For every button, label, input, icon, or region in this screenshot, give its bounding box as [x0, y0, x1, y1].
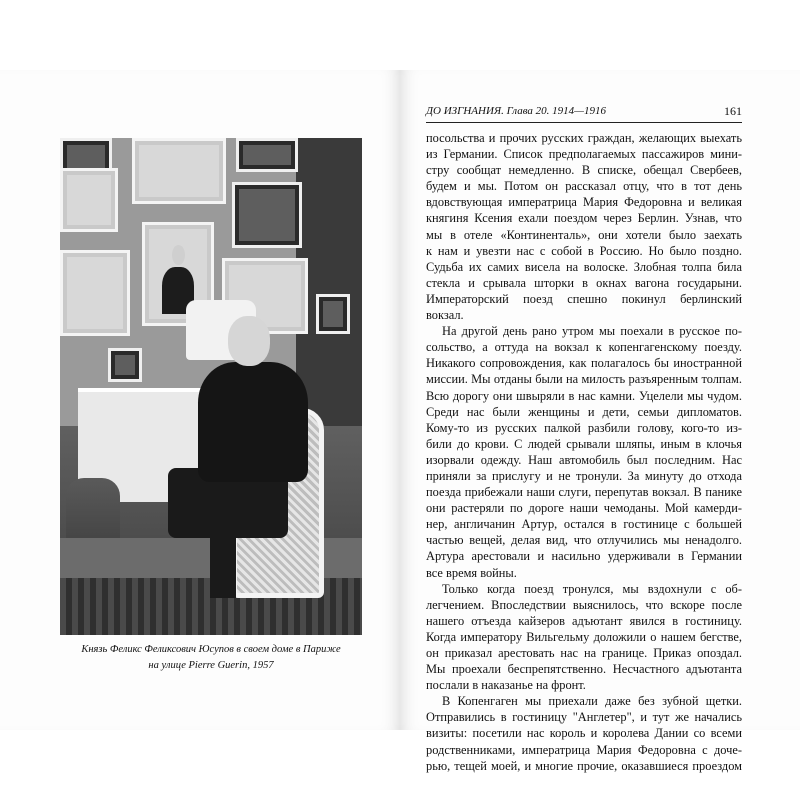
text-line: они растеряли по дороге наши чемоданы. Мой камерди- — [426, 501, 742, 516]
text-line: стру сообщат немедленно. В списке, обещал Свербеев, — [426, 163, 742, 178]
text-line: из Германии. Список предполагаемых пассажиров мини- — [426, 147, 742, 162]
text-line: посольства и прочих русских граждан, желающих выехать — [426, 131, 742, 145]
seated-man-shin — [210, 518, 236, 598]
text-line: нашего отъезда кайзеров адъютант явился в гостиницу. — [426, 613, 742, 628]
painting-frame — [232, 182, 302, 248]
text-line: изорвали одежду. Наш автомобиль был последним. Нас — [426, 452, 742, 467]
photo-caption — [60, 642, 362, 674]
text-line: Отправились в гостиницу "Англетер", и тут же начались — [426, 710, 742, 725]
seated-man-jacket — [198, 362, 308, 482]
text-line: приняли за прислугу и не тронули. За минуту до отхода — [426, 468, 742, 483]
text-line: вдовствующая императрица Мария Федоровна и великая — [426, 195, 742, 210]
text-line: к нам и увезти нас с собой в Россию. Но было поздно. — [426, 243, 742, 258]
text-line: Судьба их самих висела на волоске. Злобная толпа била — [426, 259, 742, 274]
photograph — [60, 138, 362, 635]
portrait-face — [172, 245, 185, 265]
text-line: Среди нас были женщины и дети, семьи дипломатов. — [426, 404, 742, 419]
painting-frame — [236, 138, 298, 172]
text-line: вокзал. — [426, 308, 464, 323]
running-header — [426, 104, 742, 123]
text-line: Когда императору Вильгельму доложили о нашем бегстве, — [426, 629, 742, 644]
painting-frame — [60, 250, 130, 336]
text-line: все время войны. — [426, 565, 517, 580]
text-line: Мы проехали беспрепятственно. Несчастного адъютанта — [426, 662, 742, 677]
page-number: 161 — [724, 104, 742, 118]
text-line: Императорский поезд спешно покинул берлинский — [426, 291, 742, 306]
text-line: родственниками, императрица Мария Федоровна с доче- — [426, 742, 742, 757]
text-line: миссии. Мы отданы были на милость разъяренным толпам. — [426, 372, 742, 387]
body-text — [426, 130, 742, 774]
painting-frame — [60, 168, 118, 232]
caption-line: Князь Феликс Феликсович Юсупов в своем доме в Париже — [81, 644, 341, 655]
seated-man-head — [228, 316, 270, 366]
text-line: Всю дорогу они швыряли в нас камни. Уцелели мы чудом. — [426, 388, 742, 403]
text-line: Никакого сопровождения, как полагалось бы иностранной — [426, 356, 742, 371]
painting-frame — [316, 294, 350, 334]
text-line: будем и мы. Потом он рассказал отцу, что в тот день — [426, 179, 742, 194]
text-line: Только когда поезд тронулся, мы вздохнули с об- — [442, 581, 742, 596]
text-line: В Копенгаген мы приехали даже без зубной щетки. — [442, 694, 742, 709]
text-line: сольство, а оттуда на вокзал к копенгагенскому поезду. — [426, 340, 742, 355]
text-line: послали в наказанье на фронт. — [426, 678, 586, 693]
text-line: На другой день рано утром мы поехали в русское по- — [442, 324, 742, 339]
text-line: княгиня Ксения ехали поездом через Берлин. Узнав, что — [426, 211, 742, 226]
text-line: стекла и срывала шторки в окнах вагона государыни. — [426, 275, 742, 290]
text-line: он приказал арестовать нас на границе. Приказ опоздал. — [426, 646, 742, 660]
text-line: легчением. Впоследствии выяснилось, что вскоре после — [426, 597, 742, 612]
text-line: визиты: посетили нас король и королева Дании со всеми — [426, 726, 742, 741]
text-line: Кому-то из русских палкой разбили голову, кого-то из- — [426, 420, 742, 435]
text-line: рью, тещей моей, и многие прочие, оказавшиеся проездом — [426, 758, 742, 773]
painting-frame — [108, 348, 142, 382]
text-line: нер, англичанин Артур, остался в гостинице с большей — [426, 517, 742, 532]
text-line: Артура арестовали и насильно удерживали в Германии — [426, 549, 742, 564]
text-line: поезда прибежали наши слуги, перепутав вокзал. В панике — [426, 485, 742, 500]
text-line: били до крови. С людей срывали шляпы, иным в клочья — [426, 436, 742, 451]
chapter-title: ДО ИЗГНАНИЯ. Глава 20. 1914—1916 — [426, 105, 606, 117]
text-line: частью вещей, делая вид, что отлучились мы ненадолго. — [426, 533, 742, 548]
caption-line: на улице Pierre Guerin, 1957 — [148, 660, 274, 671]
text-line: мы в отеле «Континенталь», они хотели было заехать — [426, 227, 742, 242]
painting-frame — [132, 138, 226, 204]
